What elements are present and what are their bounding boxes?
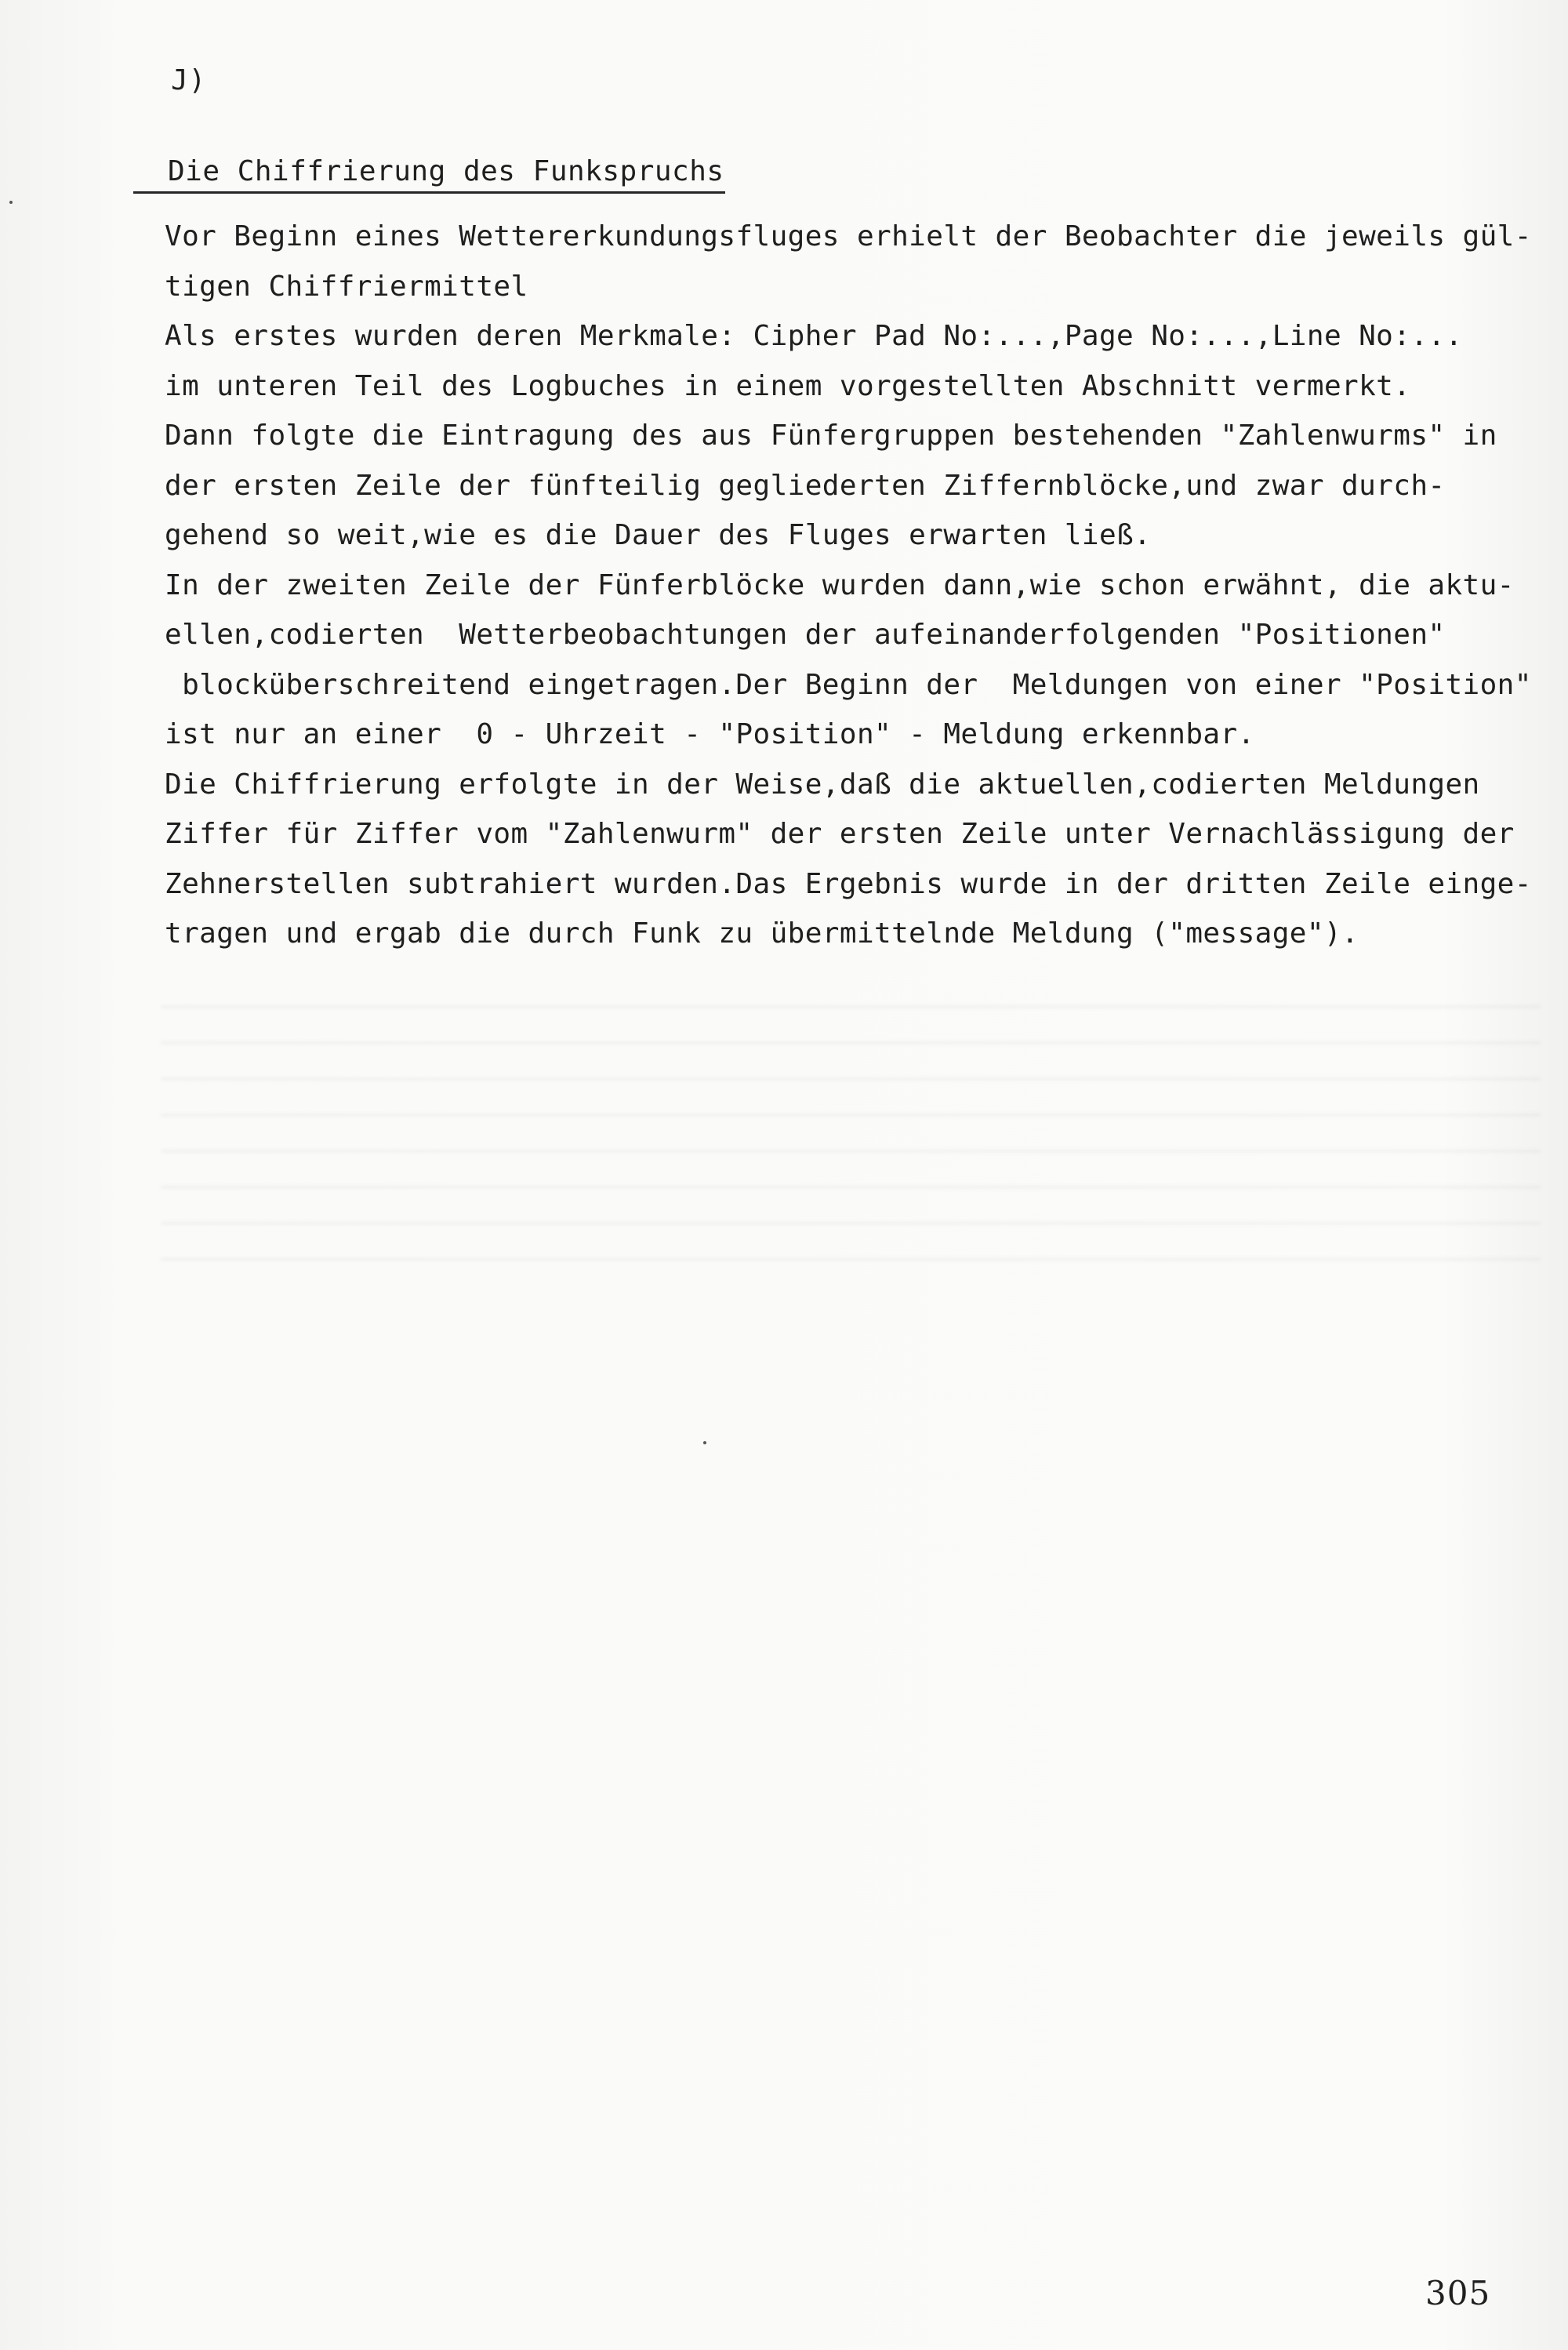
body-line: blocküberschreitend eingetragen.Der Beginn der Meldungen von einer "Position" — [165, 668, 1532, 701]
body-line: Dann folgte die Eintragung des aus Fünfergruppen bestehenden "Zahlenwurms" in — [165, 420, 1497, 452]
body-text — [165, 212, 1544, 959]
body-line: gehend so weit,wie es die Dauer des Fluges erwarten ließ. — [165, 519, 1152, 551]
paper-speck — [9, 201, 13, 204]
page-number: 305 — [1425, 2274, 1491, 2312]
body-line: tigen Chiffriermittel — [165, 270, 528, 303]
body-line: im unteren Teil des Logbuches in einem vorgestellten Abschnitt vermerkt. — [165, 369, 1411, 402]
document-title: Die Chiffrierung des Funkspruchs — [168, 155, 724, 187]
body-line: Die Chiffrierung erfolgte in der Weise,daß die aktuellen,codierten Meldungen — [165, 768, 1480, 801]
section-label: J) — [171, 64, 207, 96]
body-line: Vor Beginn eines Wettererkundungsfluges erhielt der Beobachter die jeweils gül- — [165, 220, 1532, 252]
body-line: In der zweiten Zeile der Fünferblöcke wurden dann,wie schon erwähnt, die aktu- — [165, 568, 1515, 601]
body-line: Ziffer für Ziffer vom "Zahlenwurm" der ersten Zeile unter Vernachlässigung der — [165, 818, 1515, 850]
body-line: ist nur an einer 0 - Uhrzeit - "Position" - Meldung erkennbar. — [165, 718, 1255, 750]
body-line: der ersten Zeile der fünfteilig gegliederten Ziffernblöcke,und zwar durch- — [165, 469, 1446, 502]
show-through-text — [161, 972, 1541, 1286]
body-line: tragen und ergab die durch Funk zu übermittelnde Meldung ("message"). — [165, 917, 1359, 950]
title-underline — [133, 191, 725, 194]
body-line: Als erstes wurden deren Merkmale: Cipher Pad No:...,Page No:...,Line No:... — [165, 320, 1463, 352]
body-line: ellen,codierten Wetterbeobachtungen der aufeinanderfolgenden "Positionen" — [165, 619, 1446, 651]
paper-speck — [703, 1441, 706, 1444]
body-line: Zehnerstellen subtrahiert wurden.Das Ergebnis wurde in der dritten Zeile einge- — [165, 867, 1532, 900]
